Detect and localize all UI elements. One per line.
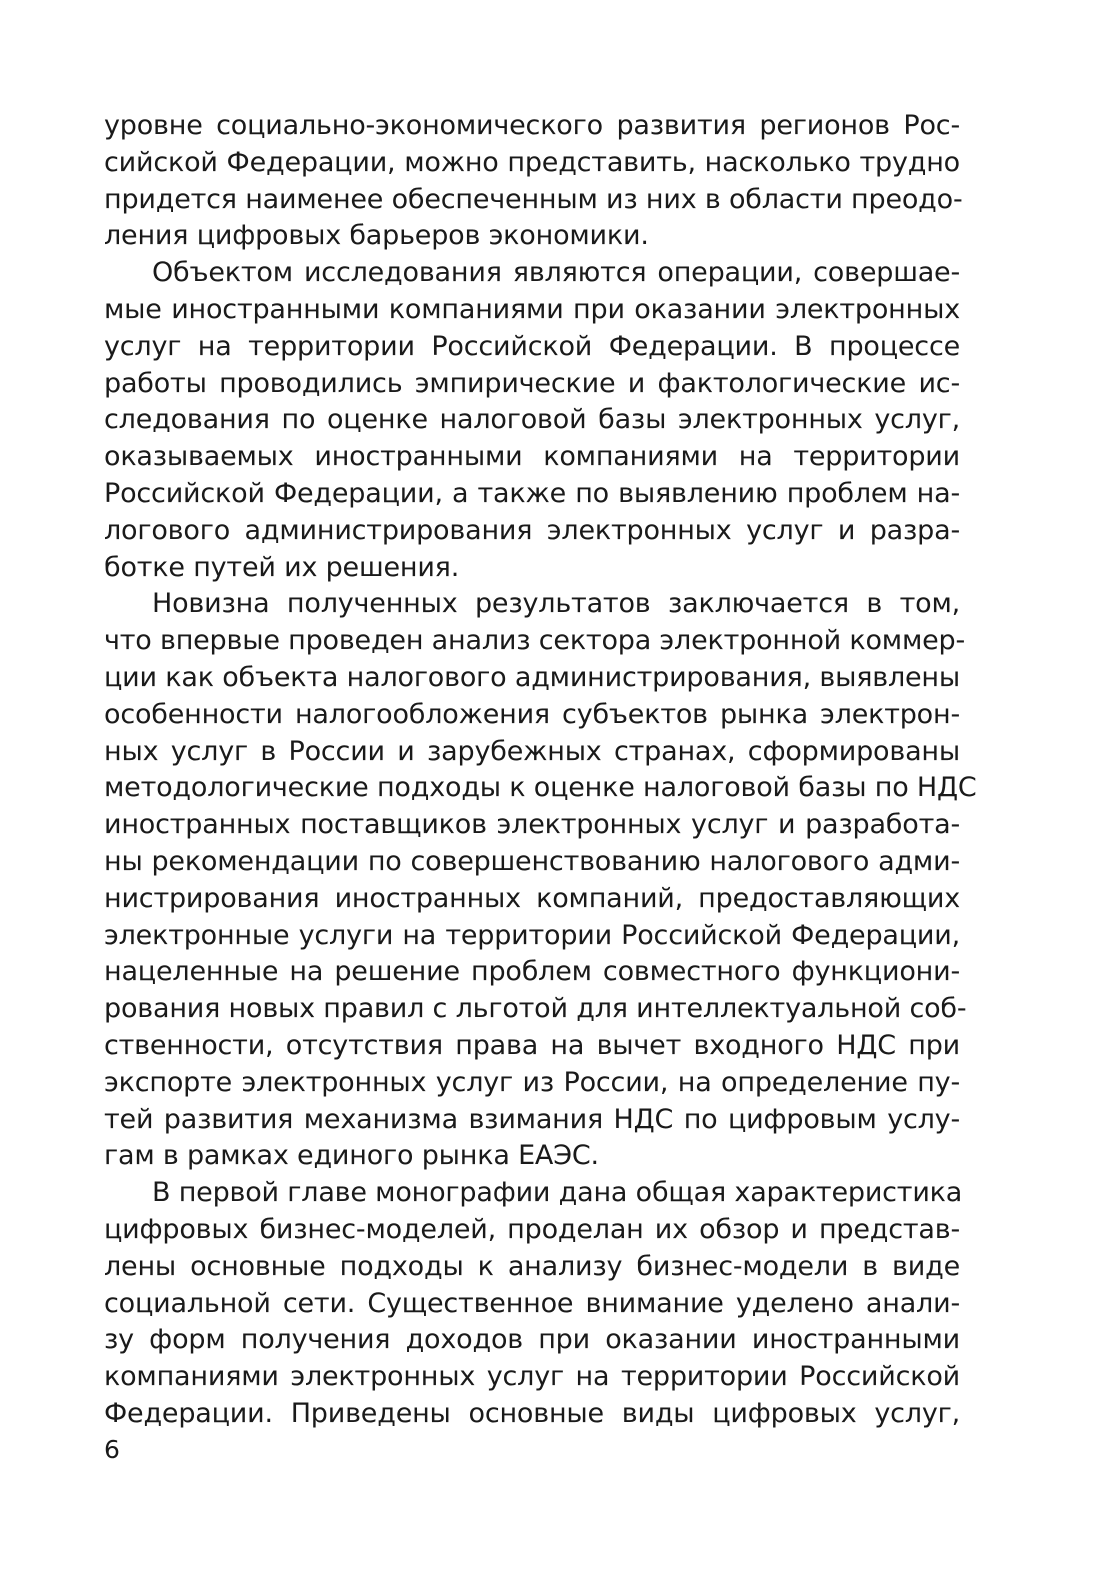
text-line: экспорте электронных услуг из России, на определение пу- <box>104 1066 960 1098</box>
paragraph-first-line: Объектом исследования являются операции, совершае- <box>152 257 960 289</box>
text-line: логового администрирования электронных услуг и разра- <box>104 514 960 546</box>
text-line: рования новых правил с льготой для интеллектуальной соб- <box>104 993 967 1025</box>
text-line: сийской Федерации, можно представить, насколько трудно <box>104 146 960 178</box>
text-line: ления цифровых барьеров экономики. <box>104 220 649 252</box>
text-line: что впервые проведен анализ сектора электронной коммер- <box>104 625 966 657</box>
text-line: Российской Федерации, а также по выявлению проблем на- <box>104 477 960 509</box>
page-number: 6 <box>104 1435 120 1464</box>
paragraph-first-line: Новизна полученных результатов заключается в том, <box>152 588 960 620</box>
text-line: ственности, отсутствия права на вычет входного НДС при <box>104 1029 960 1061</box>
text-line: ботке путей их решения. <box>104 551 460 583</box>
text-line: гам в рамках единого рынка ЕАЭС. <box>104 1140 599 1172</box>
text-line: нацеленные на решение проблем совместного функциони- <box>104 956 960 988</box>
text-line: тей развития механизма взимания НДС по цифровым услу- <box>104 1103 960 1135</box>
text-line: следования по оценке налоговой базы электронных услуг, <box>104 404 960 436</box>
text-line: особенности налогообложения субъектов рынка электрон- <box>104 698 960 730</box>
text-line: иностранных поставщиков электронных услуг и разработа- <box>104 809 960 841</box>
text-line: придется наименее обеспеченным из них в области преодо- <box>104 183 963 215</box>
text-line: зу форм получения доходов при оказании иностранными <box>104 1324 960 1356</box>
text-line: мые иностранными компаниями при оказании электронных <box>104 293 960 325</box>
text-line: ных услуг в России и зарубежных странах, сформированы <box>104 735 960 767</box>
text-line: работы проводились эмпирические и фактологические ис- <box>104 367 960 399</box>
paragraph-first-line: В первой главе монографии дана общая характеристика <box>152 1177 963 1209</box>
text-line: уровне социально-экономического развития регионов Рос- <box>104 110 960 141</box>
text-line: Федерации. Приведены основные виды цифровых услуг, <box>104 1397 960 1429</box>
text-line: ции как объекта налогового администрирования, выявлены <box>104 661 960 693</box>
text-line: электронные услуги на территории Российской Федерации, <box>104 919 960 951</box>
text-line: услуг на территории Российской Федерации. В процессе <box>104 330 960 362</box>
text-line: нистрирования иностранных компаний, предоставляющих <box>104 882 960 914</box>
text-line: цифровых бизнес-моделей, проделан их обзор и представ- <box>104 1213 960 1245</box>
text-line: компаниями электронных услуг на территории Российской <box>104 1361 960 1393</box>
body-text <box>104 108 977 1433</box>
text-line: лены основные подходы к анализу бизнес-модели в виде <box>104 1250 960 1282</box>
text-line: социальной сети. Существенное внимание уделено анали- <box>104 1287 960 1319</box>
text-line: оказываемых иностранными компаниями на территории <box>104 441 960 473</box>
text-line: методологические подходы к оценке налоговой базы по НДС <box>104 772 977 804</box>
text-line: ны рекомендации по совершенствованию налогового адми- <box>104 845 960 877</box>
